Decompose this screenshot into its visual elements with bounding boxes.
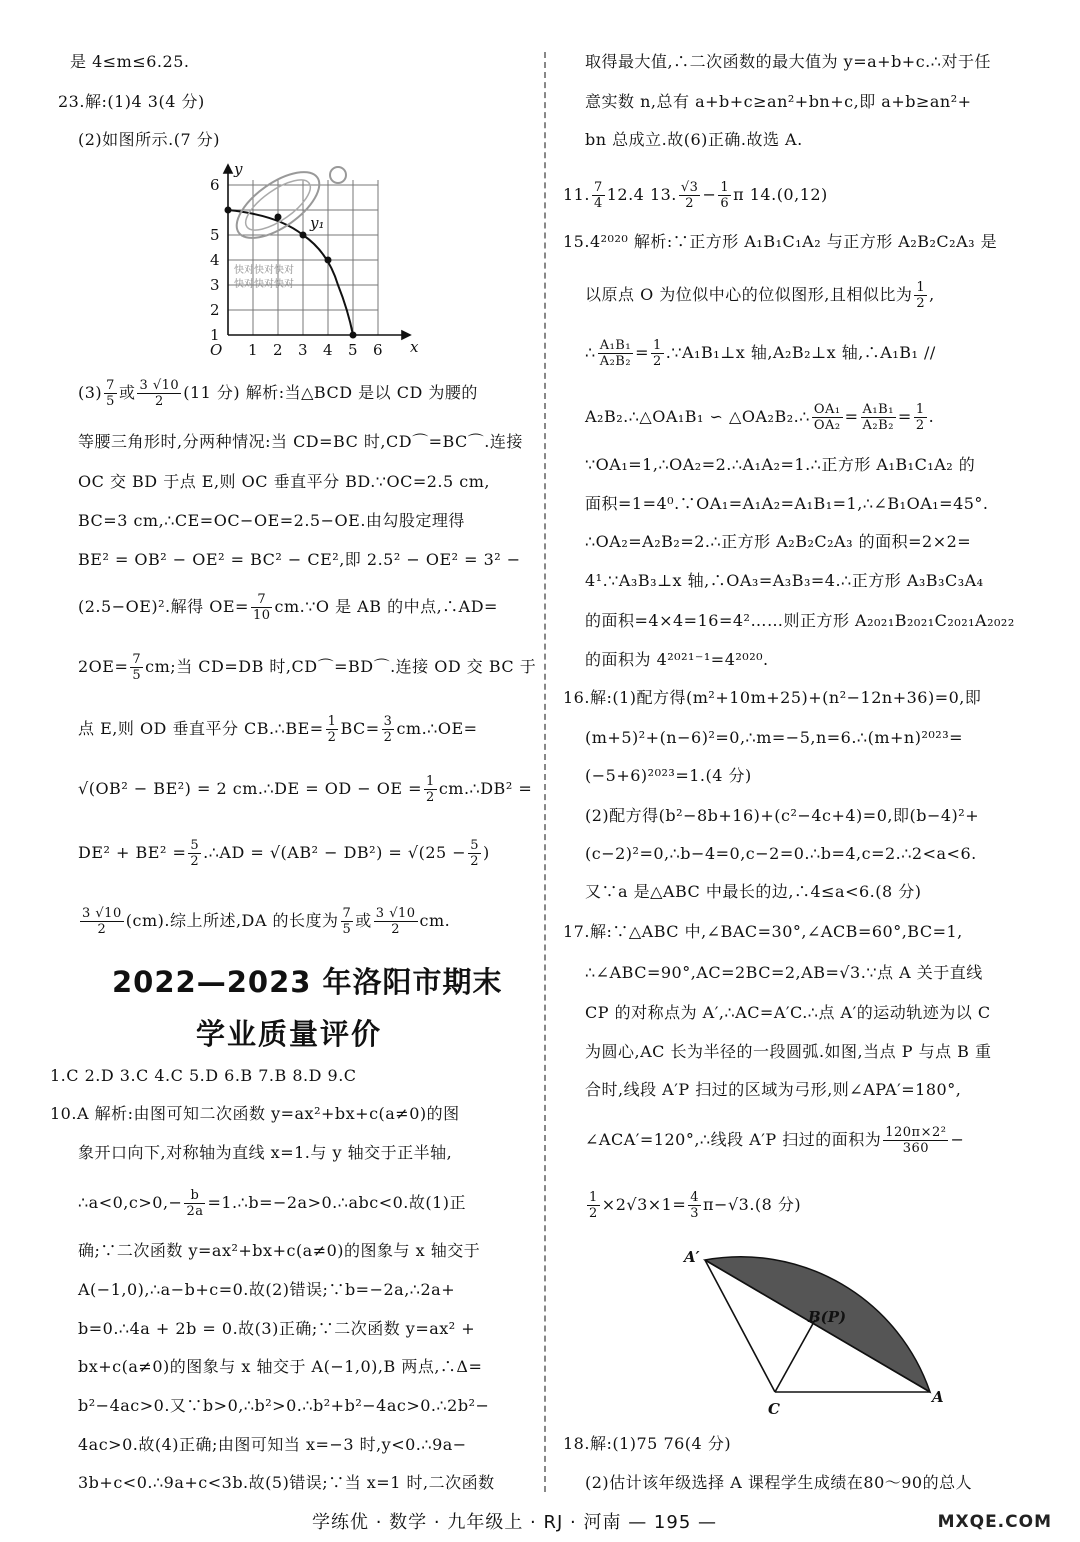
text-line: 10.A 解析:由图可知二次函数 y=ax²+bx+c(a≠0)的图 [50,1104,460,1123]
text-span: 2OE= [78,657,129,676]
text-line: 的面积为 4²⁰²¹⁻¹=4²⁰²⁰. [585,650,769,669]
text-line: 象开口向下,对称轴为直线 x=1.与 y 轴交于正半轴, [78,1143,453,1162]
fraction [382,714,395,745]
fraction-numerator: b [184,1188,205,1204]
fraction-numerator: 7 [593,180,603,195]
text-line [585,280,935,311]
text-line: CP 的对称点为 A′,∴AC=A′C.∴点 A′的运动轨迹为以 C [585,1003,991,1022]
fraction-numerator: 120π×2² [885,1125,947,1140]
graph-point [350,332,357,339]
text-line: 4ac>0.故(4)正确;由图可知当 x=−3 时,y<0.∴9a− [78,1435,467,1454]
text-line: BE² = OB² − OE² = BC² − CE²,即 2.5² − OE² = 3² − [78,550,521,569]
text-line: 意实数 n,总有 a+b+c≥an²+bn+c,即 a+b≥an²+ [585,92,972,111]
fraction-numerator: 3 √10 [82,906,122,921]
text-span: DE² + BE² = [78,843,187,862]
fraction [326,714,339,745]
point-label: A [932,1388,944,1406]
text-line: (c−2)²=0,∴b−4=0,c−2=0.∴b=4,c=2.∴2<a<6. [585,844,977,863]
x-tick-label: 3 [298,341,308,359]
graph-point [225,207,232,214]
text-line: b=0.∴4a + 2b = 0.故(3)正确;∵二次函数 y=ax² + [78,1319,476,1338]
fraction-numerator: 1 [720,180,730,195]
point-label: B(P) [808,1308,847,1326]
text-span: 或 [355,911,372,930]
fraction-denominator: 2 [589,1206,598,1221]
x-tick-label: 6 [373,341,383,359]
fraction-denominator: 6 [720,196,730,211]
text-span: cm. [419,911,451,930]
text-line [78,592,498,623]
text-line: 1.C 2.D 3.C 4.C 5.D 6.B 7.B 8.D 9.C [50,1066,357,1085]
text-span: cm.∴DB² = [438,779,533,798]
text-line: (2)如图所示.(7 分) [78,130,221,149]
fraction-denominator: A₂B₂ [862,418,894,433]
text-span: cm.∴OE= [396,719,478,738]
fraction-numerator: √3 [680,180,699,195]
text-span: − [702,185,717,204]
text-line: 确;∵二次函数 y=ax²+bx+c(a≠0)的图象与 x 轴交于 [78,1241,481,1260]
y-tick-label: 4 [210,251,220,269]
text-span: 点 E,则 OD 垂直平分 CB.∴BE= [78,719,324,738]
text-line: (−5+6)²⁰²³=1.(4 分) [585,766,752,785]
fraction-numerator: A₁B₁ [599,338,632,353]
text-line: (m+5)²+(n−6)²=0,∴m=−5,n=6.∴(m+n)²⁰²³= [585,728,964,747]
fraction-numerator: 7 [251,592,273,608]
text-span: ∴a<0,c>0,− [78,1193,183,1212]
geometry-figure [680,1240,950,1430]
fraction-denominator: 2 [470,854,479,869]
text-line: b²−4ac>0.又∵b>0,∴b²>0.∴b²+b²−4ac>0.∴2b²− [78,1396,490,1415]
fraction-denominator: 5 [106,394,115,409]
fraction [341,906,354,937]
fraction-numerator: 1 [426,774,435,789]
y-tick-label: 5 [210,226,220,244]
text-line [563,180,828,211]
text-line [78,1188,466,1219]
fraction-denominator: 2 [190,854,200,869]
fraction-denominator: 4 [593,196,603,211]
text-line [78,714,478,745]
text-line: 15.4²⁰²⁰ 解析:∵正方形 A₁B₁C₁A₂ 与正方形 A₂B₂C₂A₃ 是 [563,232,998,251]
text-line: 3b+c<0.∴9a+c<3b.故(5)错误;∵当 x=1 时,二次函数 [78,1473,495,1492]
fraction-denominator: 2 [154,394,164,409]
text-line: bx+c(a≠0)的图象与 x 轴交于 A(−1,0),B 两点,∴Δ= [78,1357,483,1376]
stamp-text: 快对快对快对 [234,265,294,276]
text-line: 23.解:(1)4 3(4 分) [58,92,205,111]
text-span: ∴ [585,343,596,362]
fraction [587,1190,600,1221]
text-span: − [950,1130,965,1149]
text-span: . [928,407,935,426]
text-span: .∵A₁B₁⊥x 轴,A₂B₂⊥x 轴,∴A₁B₁ // [665,343,936,362]
text-line: ∴∠ABC=90°,AC=2BC=2,AB=√3.∵点 A 关于直线 [585,963,983,982]
fraction [184,1188,205,1219]
fraction-numerator: 3 √10 [139,378,180,393]
fraction [718,180,731,211]
text-line [585,1190,801,1221]
fraction [914,402,927,433]
text-line [78,838,490,869]
text-span: ∠ACA′=120°,∴线段 A′P 扫过的面积为 [585,1130,882,1149]
text-line: 18.解:(1)75 76(4 分) [563,1434,732,1453]
graph-point [300,232,307,239]
fraction-denominator: 2 [327,730,337,745]
fraction-numerator: 3 √10 [375,906,416,921]
fraction [468,838,481,869]
text-span: 11. [563,185,590,204]
fraction [374,906,418,937]
fraction-numerator: 5 [470,838,479,853]
fraction [688,1190,701,1221]
fraction-denominator: 2 [915,418,925,433]
text-span: , [929,285,935,304]
graph-point [325,257,332,264]
fraction [137,378,181,409]
text-line: A(−1,0),∴a−b+c=0.故(2)错误;∵b=−2a,∴2a+ [78,1280,456,1299]
fraction-denominator: A₂B₂ [599,354,632,369]
text-line: OC 交 BD 于点 E,则 OC 垂直平分 BD.∵OC=2.5 cm, [78,472,490,491]
fraction-denominator: OA₂ [813,418,841,433]
fraction-numerator: 5 [190,838,200,853]
text-line: (2)配方得(b²−8b+16)+(c²−4c+4)=0,即(b−4)²+ [585,806,980,825]
text-line: 等腰三角形时,分两种情况:当 CD=BC 时,CD⌒=BC⌒.连接 [78,432,523,451]
text-span: 12.4 13. [606,185,677,204]
fraction [104,378,117,409]
y-axis-arrow [224,165,232,173]
fraction [914,280,927,311]
fraction [251,592,273,623]
text-span: ×2√3×1= [601,1195,687,1214]
text-span: ) [482,843,490,862]
fraction-denominator: 10 [252,608,271,623]
text-line: ∵OA₁=1,∴OA₂=2.∴A₁A₂=1.∴正方形 A₁B₁C₁A₂ 的 [585,455,976,474]
text-line [585,402,934,433]
x-tick-label: 1 [248,341,258,359]
function-graph [198,160,468,360]
text-span: (2.5−OE)².解得 OE= [78,597,249,616]
y-tick-label: 1 [210,326,220,344]
fraction-numerator: 1 [916,280,926,295]
fraction-denominator: 2 [652,354,662,369]
fraction-denominator: 5 [342,922,352,937]
y-tick-label: 6 [210,176,220,194]
text-span: cm;当 CD=DB 时,CD⌒=BD⌒.连接 OD 交 BC 于 [145,657,537,676]
fraction-denominator: 2 [426,790,435,805]
text-line [78,906,450,937]
section-title: 2022—2023 年洛阳市期末 [112,965,503,999]
section-subtitle: 学业质量评价 [196,1017,383,1051]
text-line [585,338,936,369]
stamp-text: 快对快对快对 [234,279,294,290]
curve-label: y₁ [310,214,325,232]
fraction-numerator: 7 [106,378,115,393]
fraction-denominator: 3 [690,1206,700,1221]
x-tick-label: 4 [323,341,333,359]
segment-c-b [775,1320,815,1392]
fraction [130,652,143,683]
x-tick-label: 5 [348,341,358,359]
text-span: π−√3.(8 分) [703,1195,802,1214]
fraction-numerator: 7 [132,652,142,667]
fraction-numerator: 1 [652,338,662,353]
text-line: 17.解:∵△ABC 中,∠BAC=30°,∠ACB=60°,BC=1, [563,922,963,941]
fraction [188,838,201,869]
fraction [861,402,896,433]
text-line: 4¹.∵A₃B₃⊥x 轴,∴OA₃=A₃B₃=4.∴正方形 A₃B₃C₃A₄ [585,571,984,590]
fraction [424,774,437,805]
point-label: A′ [684,1248,700,1266]
text-span: = [844,407,859,426]
fraction-numerator: 1 [327,714,337,729]
origin-label: O [210,341,223,359]
text-line: 面积=1=4⁰.∵OA₁=A₁A₂=A₁B₁=1,∴∠B₁OA₁=45°. [585,494,989,513]
text-span: π 14.(0,12) [733,185,828,204]
fraction-denominator: 2 [97,922,107,937]
text-span: .∴AD = √(AB² − DB²) = √(25 − [203,843,467,862]
text-span: = [897,407,912,426]
text-line: BC=3 cm,∴CE=OC−OE=2.5−OE.由勾股定理得 [78,511,465,530]
y-axis-label: y [234,160,243,178]
fraction [592,180,605,211]
text-span: (11 分) 解析:当△BCD 是以 CD 为腰的 [183,383,478,402]
fraction [651,338,664,369]
text-span: 以原点 O 为位似中心的位似图形,且相似比为 [585,285,913,304]
fraction-denominator: 2 [391,922,401,937]
text-span: BC= [340,719,380,738]
fraction-denominator: 2 [383,730,393,745]
fraction-denominator: 2 [916,296,926,311]
x-axis-label: x [410,338,419,356]
text-line [585,1125,964,1156]
x-tick-label: 2 [273,341,283,359]
text-line [78,378,478,409]
fraction [598,338,633,369]
text-span: =1.∴b=−2a>0.∴abc<0.故(1)正 [207,1193,467,1212]
text-line: (2)估计该年级选择 A 课程学生成绩在80～90的总人 [585,1473,973,1492]
text-line [78,652,536,683]
fraction-numerator: 4 [690,1190,700,1205]
x-axis-arrow [402,331,410,339]
text-line: 的面积=4×4=16=4²……则正方形 A₂₀₂₁B₂₀₂₁C₂₀₂₁A₂₀₂₂ [585,611,1015,630]
y-tick-label: 3 [210,276,220,294]
text-line: bn 总成立.故(6)正确.故选 A. [585,130,803,149]
fraction-numerator: 3 [383,714,393,729]
text-span: 或 [118,383,136,402]
text-line: 合时,线段 A′P 扫过的区域为弓形,则∠APA′=180°, [585,1080,962,1099]
text-line: 取得最大值,∴二次函数的最大值为 y=a+b+c.∴对于任 [585,52,991,71]
text-line: 又∵a 是△ABC 中最长的边,∴4≤a<6.(8 分) [585,882,922,901]
watermark-text: MXQE.COM [937,1512,1052,1532]
text-line [78,774,532,805]
column-divider [544,52,546,1492]
fraction-denominator: 2 [685,196,695,211]
fraction-denominator: 5 [132,668,142,683]
text-span: = [635,343,649,362]
fraction-numerator: 1 [915,402,925,417]
fraction [679,180,701,211]
text-line: 16.解:(1)配方得(m²+10m+25)+(n²−12n+36)=0,即 [563,688,982,707]
fraction-denominator: 2a [186,1204,204,1219]
text-span: A₂B₂.∴△OA₁B₁ ∽ △OA₂B₂.∴ [585,407,810,426]
fraction-numerator: A₁B₁ [862,402,894,417]
fraction-numerator: OA₁ [813,402,841,417]
text-span: (cm).综上所述,DA 的长度为 [125,911,339,930]
fraction-denominator: 360 [902,1141,930,1156]
fraction [883,1125,948,1156]
fraction-numerator: 1 [589,1190,598,1205]
fraction-numerator: 7 [342,906,352,921]
text-span: cm.∵O 是 AB 的中点,∴AD= [274,597,498,616]
fraction [80,906,124,937]
text-line: 是 4≤m≤6.25. [70,52,190,71]
point-label: C [768,1400,780,1418]
text-span: √(OB² − BE²) = 2 cm.∴DE = OD − OE = [78,779,423,798]
graph-point [275,214,282,221]
text-line: 为圆心,AC 长为半径的一段圆弧.如图,当点 P 与点 B 重 [585,1042,992,1061]
fraction [812,402,843,433]
page-footer: 学练优 · 数学 · 九年级上 · RJ · 河南 — 195 — [312,1512,717,1533]
y-tick-label: 2 [210,301,220,319]
text-line: ∴OA₂=A₂B₂=2.∴正方形 A₂B₂C₂A₃ 的面积=2×2= [585,532,972,551]
text-span: (3) [78,383,103,402]
